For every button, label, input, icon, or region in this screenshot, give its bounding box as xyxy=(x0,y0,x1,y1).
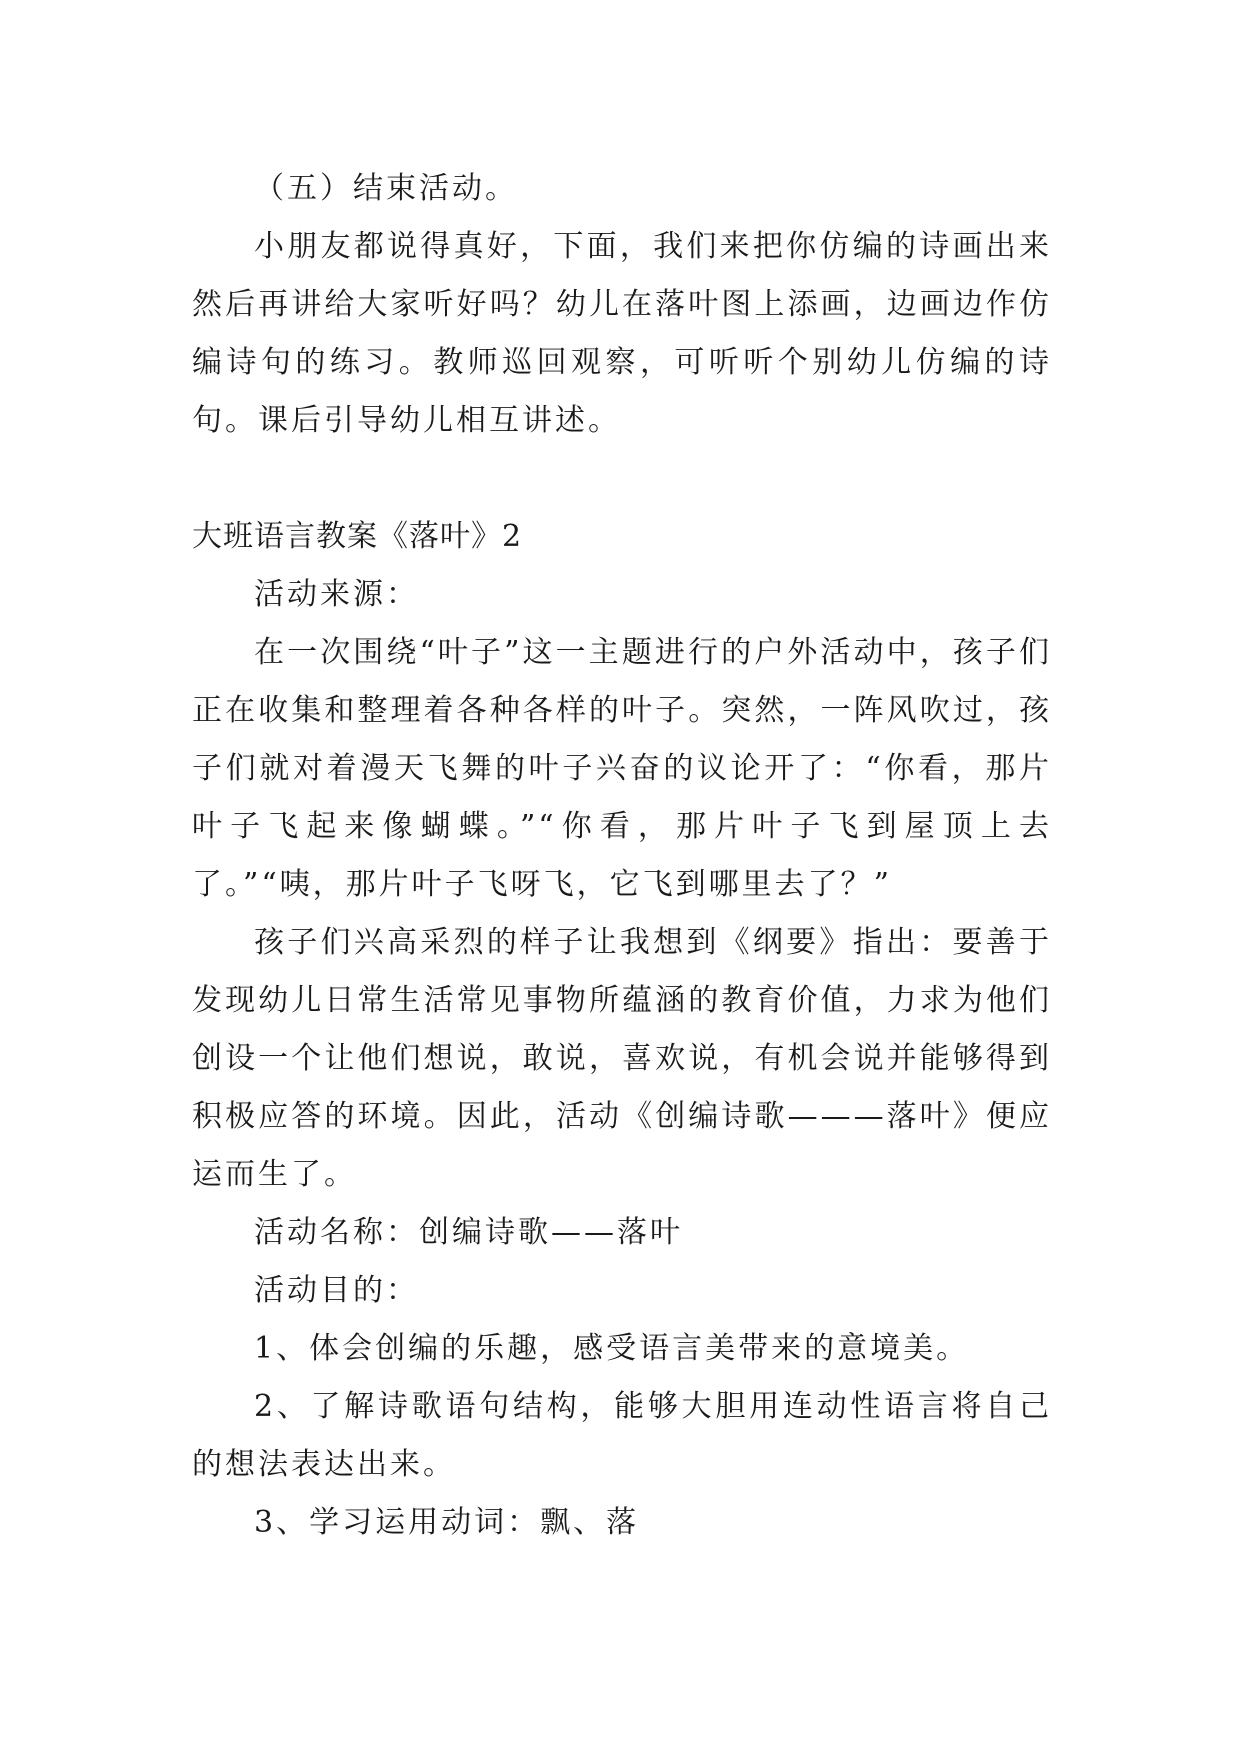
section-spacer xyxy=(192,450,1052,508)
activity-source-paragraph-2: 孩子们兴高采烈的样子让我想到《纲要》指出：要善于发现幼儿日常生活常见事物所蕴涵的教育价值，力求为他们创设一个让他们想说，敢说，喜欢说，有机会说并能够得到积极应答的环境。因此，活动《创编诗歌———落叶》便应运而生了。 xyxy=(192,925,1052,1192)
activity-source-label: 活动来源： xyxy=(254,577,419,612)
activity-source-paragraph-1: 在一次围绕“叶子”这一主题进行的户外活动中，孩子们正在收集和整理着各种各样的叶子。突然，一阵风吹过，孩子们就对着漫天飞舞的叶子兴奋的议论开了：“你看，那片叶子飞起来像蝴蝶。”“你看，那片叶子飞到屋顶上去了。”“咦，那片叶子飞呀飞，它飞到哪里去了？” xyxy=(192,635,1052,902)
section-heading-end-activity: （五）结束活动。 xyxy=(254,171,518,206)
activity-name-line: 活动名称：创编诗歌——落叶 xyxy=(254,1215,683,1250)
goal-item-2: 2、了解诗歌语句结构，能够大胆用连动性语言将自己的想法表达出来。 xyxy=(192,1389,1052,1482)
goal-item-3: 3、学习运用动词：飘、落 xyxy=(254,1505,640,1540)
lesson-title: 大班语言教案《落叶》2 xyxy=(192,519,523,554)
paragraph-end-activity: 小朋友都说得真好，下面，我们来把你仿编的诗画出来然后再讲给大家听好吗？幼儿在落叶图上添画，边画边作仿编诗句的练习。教师巡回观察，可听听个别幼儿仿编的诗句。课后引导幼儿相互讲述。 xyxy=(192,229,1052,438)
document-page xyxy=(192,160,1052,1552)
goal-item-1: 1、体会创编的乐趣，感受语言美带来的意境美。 xyxy=(254,1331,970,1366)
activity-goal-label: 活动目的： xyxy=(254,1273,419,1308)
